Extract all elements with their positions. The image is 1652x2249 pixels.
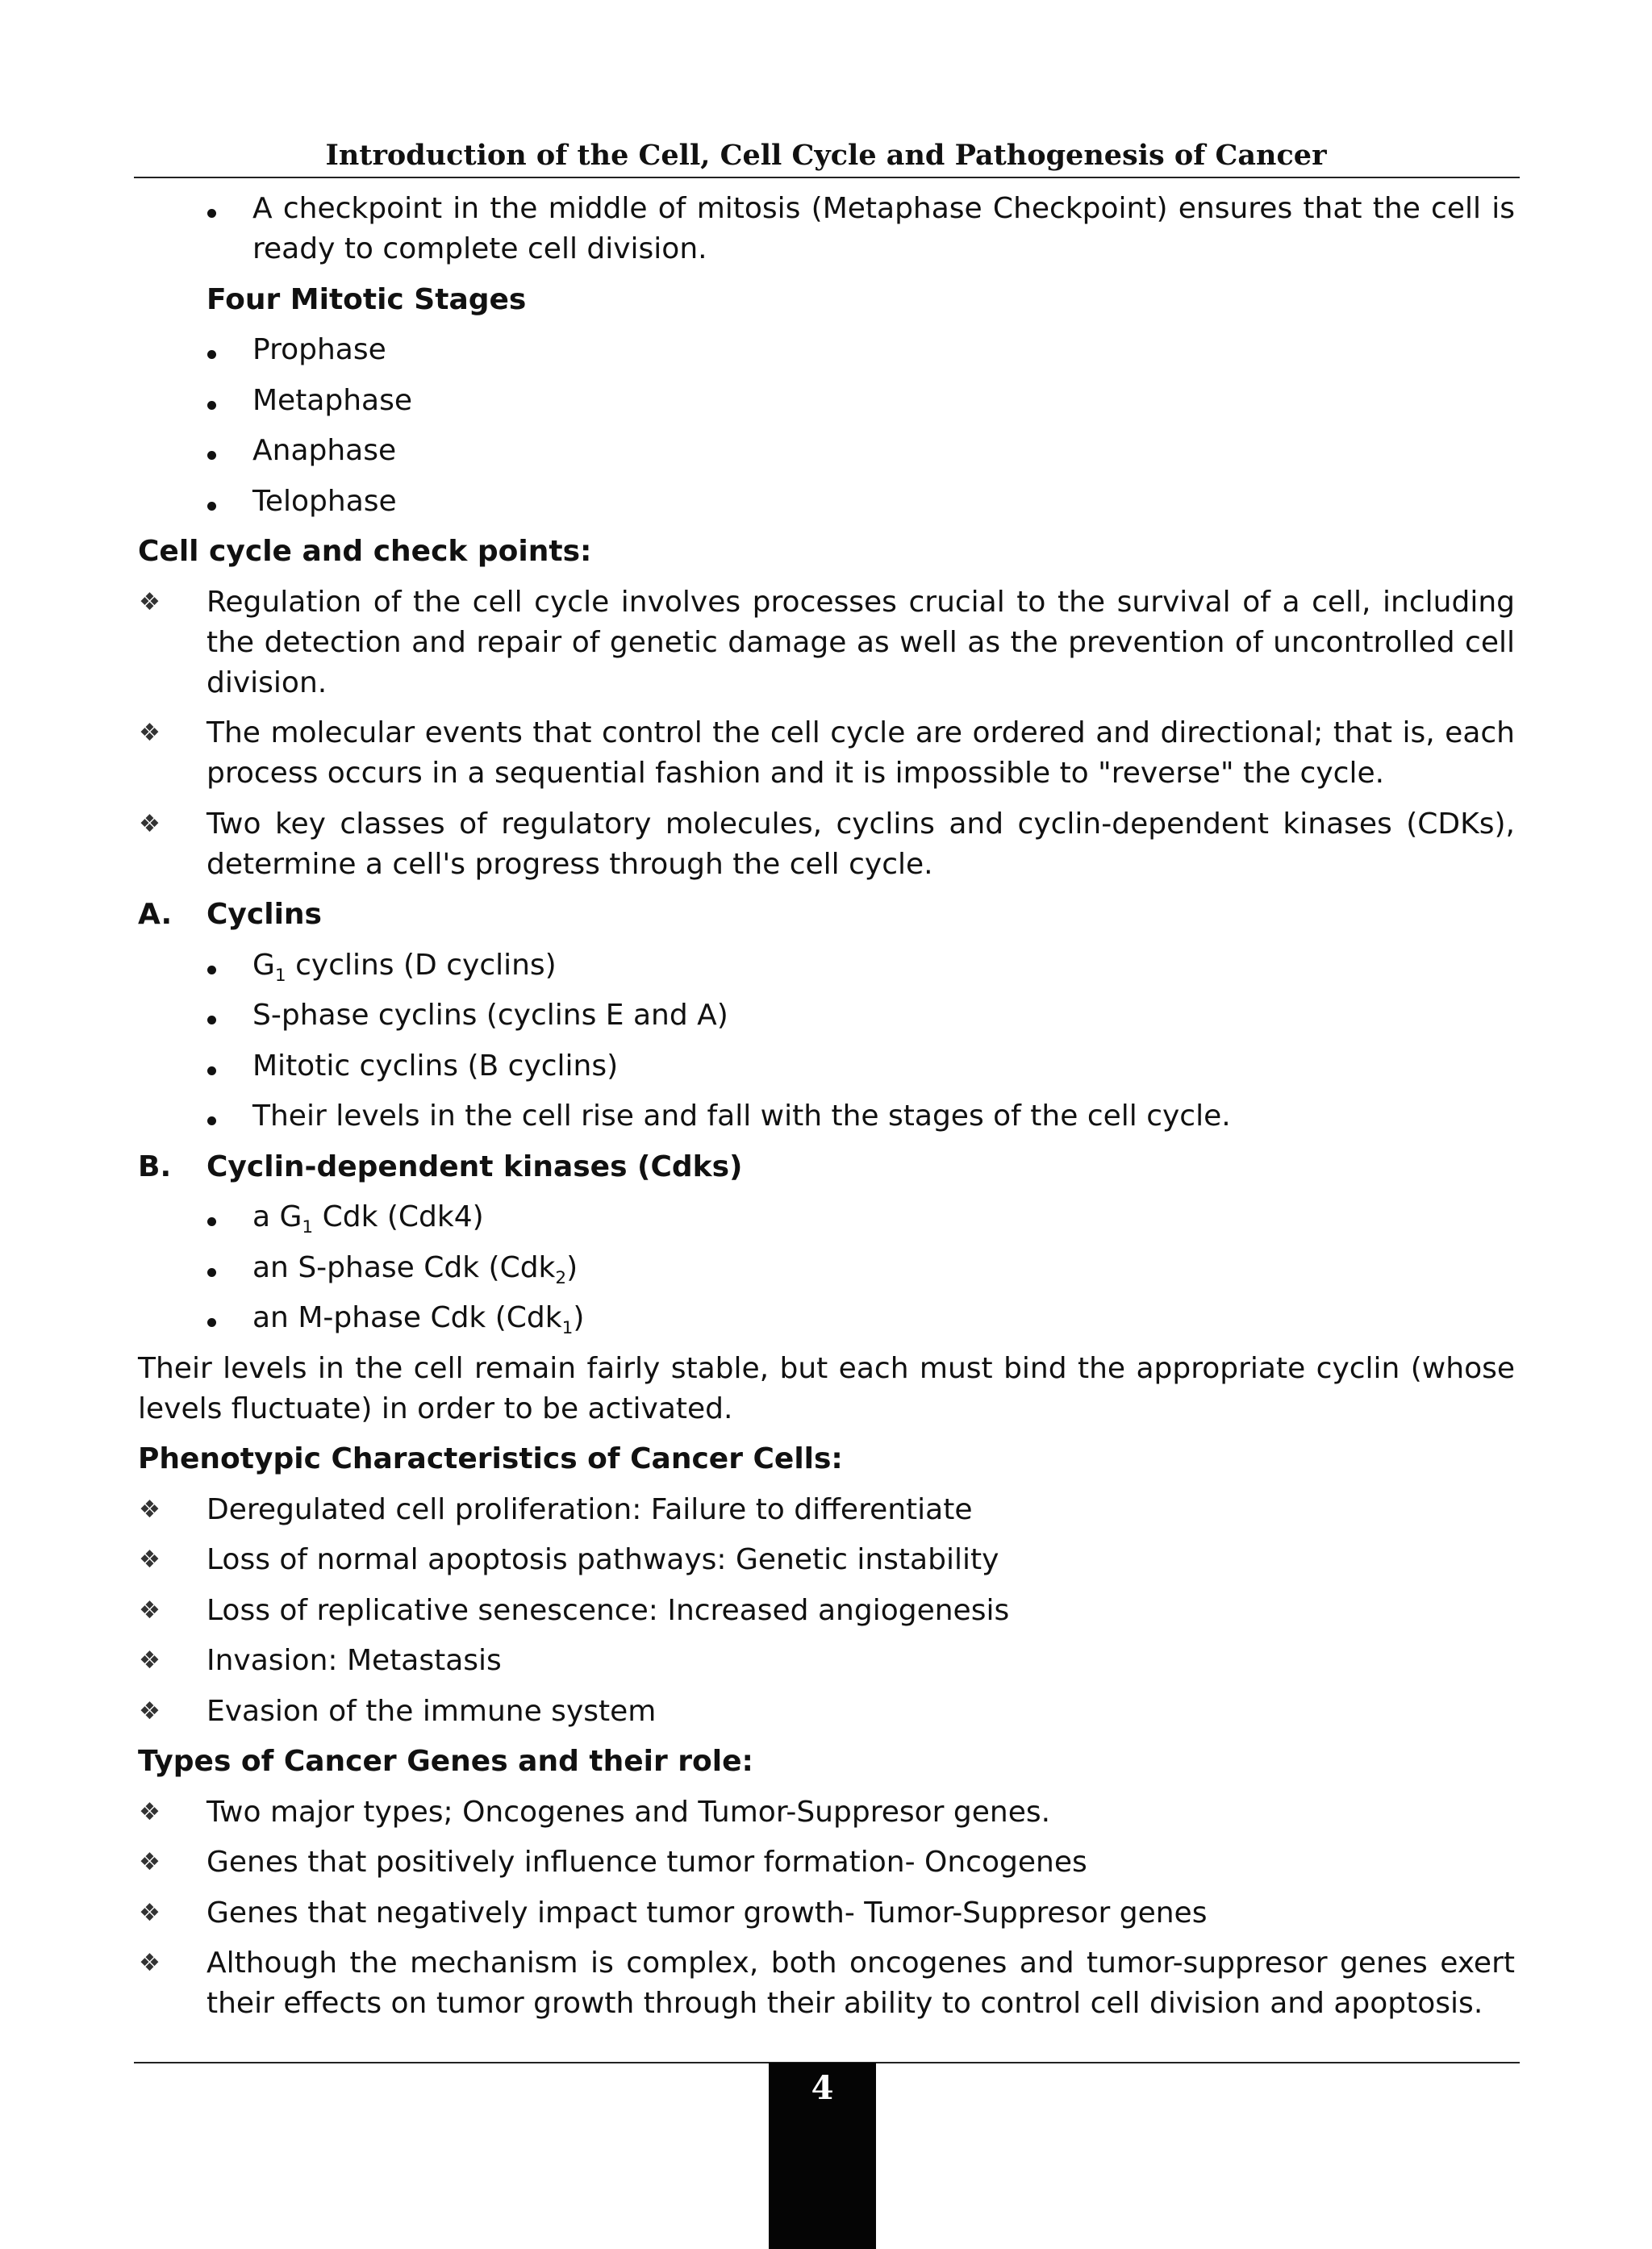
- list-item-text: Prophase: [252, 333, 386, 366]
- list-item: [0, 945, 1652, 986]
- list-item-text: Although the mechanism is complex, both oncogenes and tumor-suppresor genes exert their effects on tumor growth through their ability to control cell division and apoptosis.: [206, 1946, 1515, 2020]
- list-item-text: Their levels in the cell rise and fall with the stages of the cell cycle.: [252, 1099, 1231, 1133]
- list-item-text: Metaphase: [252, 383, 413, 417]
- list-item: [0, 1197, 1652, 1237]
- list-item-text: S-phase cyclins (cyclins E and A): [252, 999, 728, 1032]
- list-item-text: Two major types; Oncogenes and Tumor-Suppresor genes.: [206, 1795, 1051, 1829]
- list-item-text: an M-phase Cdk (Cdk$_1$): [252, 1301, 585, 1339]
- running-header-title: Introduction of the Cell, Cell Cycle and Pathogenesis of Cancer: [325, 139, 1327, 172]
- bullet-dot-icon: [207, 482, 216, 522]
- list-item: [0, 431, 1652, 471]
- list-item: [0, 995, 1652, 1036]
- list-item: [0, 330, 1652, 370]
- cdks-heading: [0, 1147, 1652, 1187]
- list-item-text: Regulation of the cell cycle involves processes crucial to the survival of a cell, including the detection and repair of genetic damage as well as the prevention of uncontrolled cell division.: [206, 585, 1515, 699]
- bullet-dot-icon: [207, 1046, 216, 1087]
- list-item-text: Telophase: [252, 484, 397, 518]
- list-item: [0, 1893, 1652, 1934]
- diamond-bullet-icon: ❖: [139, 1546, 161, 1574]
- diamond-bullet-icon: ❖: [139, 1495, 161, 1524]
- section-letter: A.: [138, 898, 173, 931]
- diamond-bullet-icon: ❖: [139, 1596, 161, 1625]
- list-item-text: Two key classes of regulatory molecules, cyclins and cyclin-dependent kinases (CDKs), determine a cell's progress through the cell cycle.: [206, 807, 1515, 881]
- list-item-text: Loss of normal apoptosis pathways: Genetic instability: [206, 1543, 999, 1576]
- list-item-text: Loss of replicative senescence: Increased angiogenesis: [206, 1593, 1010, 1627]
- list-item-text: The molecular events that control the cell cycle are ordered and directional; that is, each process occurs in a sequential fashion and it is impossible to "reverse" the cycle.: [206, 716, 1515, 790]
- list-item: [0, 1298, 1652, 1338]
- list-item: [0, 1096, 1652, 1137]
- diamond-bullet-icon: ❖: [139, 809, 161, 838]
- section-heading-text: Cyclins: [206, 898, 322, 931]
- diamond-bullet-icon: ❖: [139, 1848, 161, 1876]
- section-heading-text: Cyclin-dependent kinases (Cdks): [206, 1150, 743, 1183]
- list-item: [0, 1591, 1652, 1631]
- page-number: 4: [811, 2069, 834, 2107]
- list-item-text: Deregulated cell proliferation: Failure to differentiate: [206, 1492, 973, 1526]
- section-letter: B.: [138, 1150, 172, 1183]
- list-item: [0, 1490, 1652, 1530]
- list-item-text: Evasion of the immune system: [206, 1694, 657, 1728]
- list-item: [0, 1943, 1652, 2024]
- bullet-dot-icon: [207, 1197, 216, 1237]
- mitotic-stages-heading: Four Mitotic Stages: [206, 282, 527, 316]
- diamond-bullet-icon: ❖: [139, 1898, 161, 1927]
- paragraph-text: Their levels in the cell remain fairly stable, but each must bind the appropriate cyclin (whose levels fluctuate) in order to be activated.: [138, 1351, 1515, 1425]
- cyclins-heading: [0, 895, 1652, 935]
- list-item-text: Mitotic cyclins (B cyclins): [252, 1049, 619, 1083]
- header-rule: [134, 177, 1520, 178]
- list-item: [0, 1641, 1652, 1681]
- list-item-text: Genes that negatively impact tumor growth- Tumor-Suppresor genes: [206, 1896, 1208, 1930]
- list-item: [0, 1248, 1652, 1288]
- bullet-dot-icon: [207, 1248, 216, 1288]
- list-item: [0, 713, 1652, 794]
- diamond-bullet-icon: ❖: [139, 1646, 161, 1675]
- bullet-dot-icon: [207, 330, 216, 370]
- list-item: [0, 804, 1652, 885]
- list-item: [0, 1692, 1652, 1732]
- bullet-dot-icon: [207, 945, 216, 986]
- diamond-bullet-icon: ❖: [139, 1797, 161, 1826]
- list-item: [0, 1540, 1652, 1580]
- cdks-paragraph: [0, 1349, 1652, 1429]
- diamond-bullet-icon: ❖: [139, 1696, 161, 1725]
- list-item-text: an S-phase Cdk (Cdk$_2$): [252, 1250, 578, 1288]
- list-item: [0, 482, 1652, 522]
- list-item-text: Anaphase: [252, 434, 397, 467]
- list-item: [0, 582, 1652, 703]
- diamond-bullet-icon: ❖: [139, 719, 161, 747]
- list-item: [0, 189, 1652, 269]
- list-item: [0, 1842, 1652, 1883]
- list-item-text: Genes that positively influence tumor formation- Oncogenes: [206, 1846, 1087, 1879]
- bullet-dot-icon: [207, 431, 216, 471]
- bullet-dot-icon: [207, 1096, 216, 1137]
- bullet-dot-icon: [207, 189, 216, 229]
- diamond-bullet-icon: ❖: [139, 1949, 161, 1977]
- list-item: [0, 1792, 1652, 1833]
- cancer-genes-heading: Types of Cancer Genes and their role:: [138, 1745, 753, 1778]
- list-item: [0, 381, 1652, 421]
- page-content: [0, 189, 1652, 2034]
- diamond-bullet-icon: ❖: [139, 587, 161, 616]
- phenotypic-heading: Phenotypic Characteristics of Cancer Cells:: [138, 1442, 843, 1475]
- list-item-text: $G_1$ cyclins (D cyclins): [252, 948, 557, 986]
- list-item-text: a $G_1$ Cdk (Cdk4): [252, 1200, 484, 1238]
- bullet-dot-icon: [207, 381, 216, 421]
- list-item-text: Invasion: Metastasis: [206, 1644, 502, 1677]
- bullet-dot-icon: [207, 1298, 216, 1338]
- list-item: [0, 1046, 1652, 1087]
- list-item-text: A checkpoint in the middle of mitosis (Metaphase Checkpoint) ensures that the cell is ready to complete cell division.: [252, 192, 1515, 265]
- bullet-dot-icon: [207, 995, 216, 1036]
- cell-cycle-heading: Cell cycle and check points:: [138, 535, 592, 568]
